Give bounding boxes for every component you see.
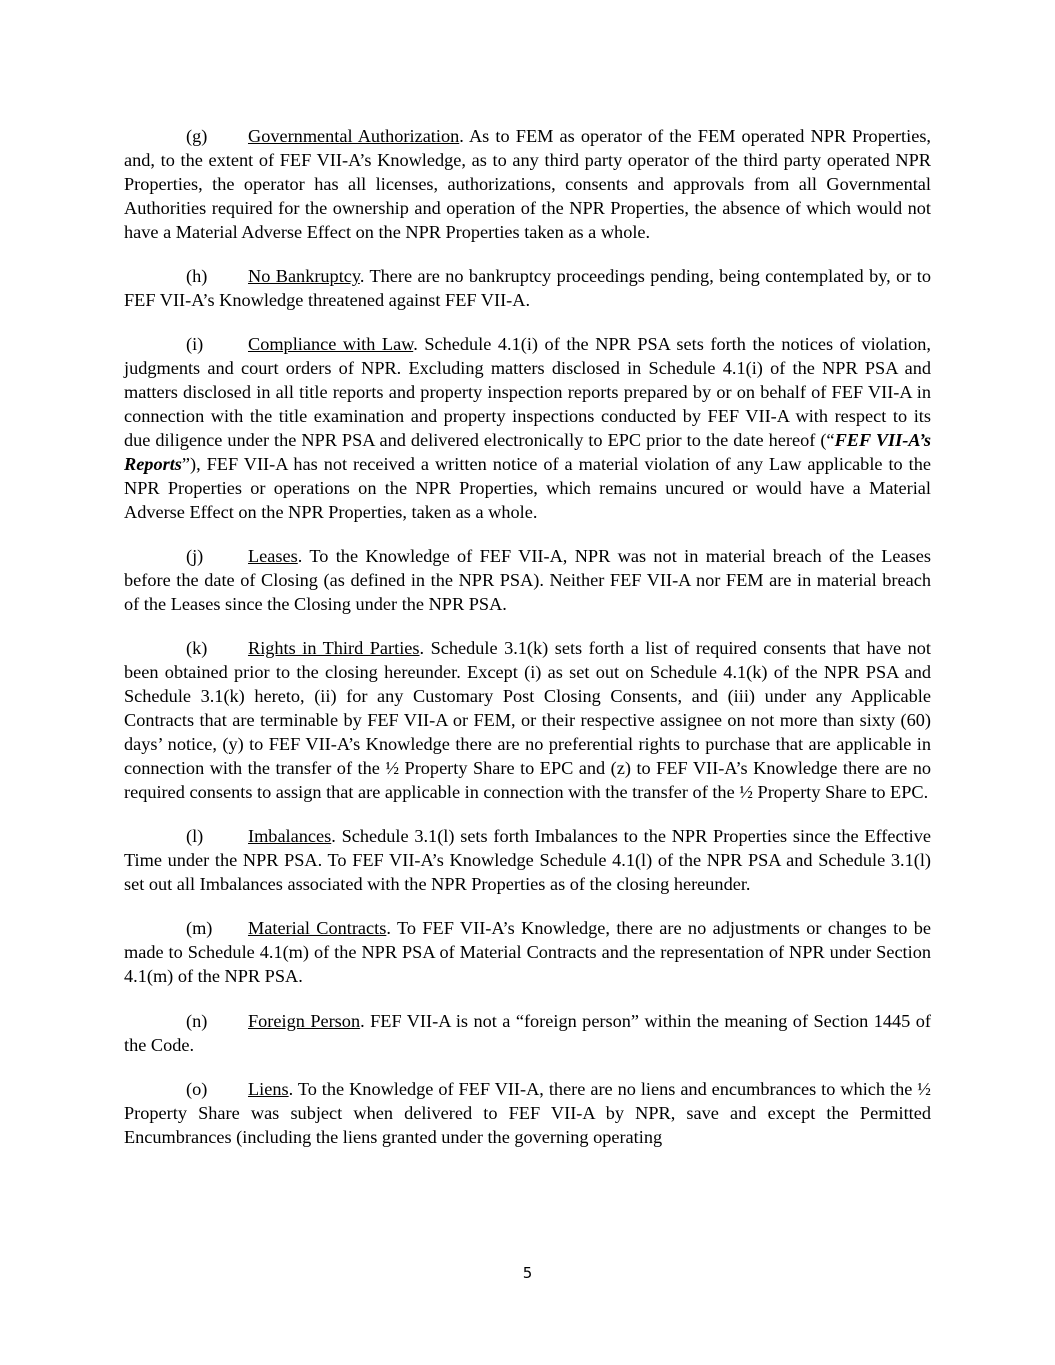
section-h xyxy=(124,265,931,313)
section-heading: Rights in Third Parties xyxy=(248,638,420,659)
section-label: (l) xyxy=(186,826,204,847)
section-text: . FEF VII-A is not a “foreign person” within the meaning of Section 1445 of the Code. xyxy=(124,1010,931,1055)
section-label: (n) xyxy=(186,1010,208,1031)
section-label: (i) xyxy=(186,334,204,355)
document-body xyxy=(124,125,931,1170)
section-label: (o) xyxy=(186,1078,208,1099)
section-g xyxy=(124,125,931,245)
section-text: . To FEF VII-A’s Knowledge, there are no adjustments or changes to be made to Schedule 4.1(m) of the NPR PSA of Material Contracts and the representation of NPR under Section 4.1(m) of the NPR PSA. xyxy=(124,918,931,987)
section-o xyxy=(124,1078,931,1150)
section-heading: Compliance with Law xyxy=(248,334,414,355)
section-heading: Foreign Person xyxy=(248,1010,361,1031)
section-text: . Schedule 3.1(k) sets forth a list of required consents that have not been obtained prior to the closing hereunder. Except (i) as set out on Schedule 4.1(k) of the NPR PSA and Schedule 3.1(k) hereto, (ii) for any Customary Post Closing Consents, and (iii) under any Applicable Contracts that are terminable by FEF VII-A or FEM, or their respective assignee on not more than sixty (60) days’ notice, (y) to FEF VII-A’s Knowledge there are no preferential rights to purchase that are applicable in connection with the transfer of the ½ Property Share to EPC and (z) to FEF VII-A’s Knowledge there are no required consents to assign that are applicable in connection with the transfer of the ½ Property Share to EPC. xyxy=(124,638,932,802)
section-label: (g) xyxy=(186,126,208,146)
section-heading: Material Contracts xyxy=(248,918,387,939)
section-text: . Schedule 3.1(l) sets forth Imbalances to the NPR Properties since the Effective Time under the NPR PSA. To FEF VII-A’s Knowledge Schedule 4.1(l) of the NPR PSA and Schedule 3.1(l) set out all Imbalances associated with the NPR Properties as of the closing hereunder. xyxy=(124,826,931,894)
section-label: (k) xyxy=(186,638,208,659)
section-heading: Imbalances xyxy=(248,826,332,847)
section-text-continued: ”), FEF VII-A has not received a written notice of a material violation of any Law applicable to the NPR Properties or operations on the NPR Properties, which remains uncured or would have a Material Adverse Effect on the NPR Properties, taken as a whole. xyxy=(124,453,931,522)
section-label: (j) xyxy=(186,546,204,567)
section-text: . Schedule 4.1(i) of the NPR PSA sets forth the notices of violation, judgments and court orders of NPR. Excluding matters disclosed in Schedule 4.1(i) of the NPR PSA and matters disclosed in all title reports and property inspection reports prepared by or on behalf of FEF VII-A in connection with the title examination and property inspections conducted by FEF VII-A with respect to its due diligence under the NPR PSA and delivered electronically to EPC prior to the date hereof (“ xyxy=(124,334,931,450)
section-l xyxy=(124,825,931,897)
section-heading: Governmental Authorization xyxy=(248,126,460,146)
section-j xyxy=(124,545,931,617)
section-text: . As to FEM as operator of the FEM operated NPR Properties, and, to the extent of FEF VII-A’s Knowledge, as to any third party operator of the third party operated NPR Properties, the operator has all licenses, authorizations, consents and approvals from all Governmental Authorities required for the ownership and operation of the NPR Properties, the absence of which would not have a Material Adverse Effect on the NPR Properties taken as a whole. xyxy=(124,126,931,242)
section-m xyxy=(124,917,931,989)
section-k xyxy=(124,637,931,804)
section-text: . To the Knowledge of FEF VII-A, NPR was not in material breach of the Leases before the date of Closing (as defined in the NPR PSA). Neither FEF VII-A nor FEM are in material breach of the Leases since the Closing under the NPR PSA. xyxy=(124,546,931,614)
section-label: (m) xyxy=(186,918,213,939)
page-number: 5 xyxy=(522,1264,533,1282)
section-heading: Liens xyxy=(248,1078,289,1099)
section-heading: Leases xyxy=(248,546,298,567)
section-text: . There are no bankruptcy proceedings pending, being contemplated by, or to FEF VII-A’s Knowledge threatened against FEF VII-A. xyxy=(124,266,931,310)
section-n xyxy=(124,1010,931,1058)
section-label: (h) xyxy=(186,266,208,287)
defined-term: FEF VII-A’s Reports xyxy=(124,429,932,474)
section-text: . To the Knowledge of FEF VII-A, there are no liens and encumbrances to which the ½ Property Share was subject when delivered to FEF VII-A by NPR, save and except the Permitted Encumbrances (including the liens granted under the governing operating xyxy=(124,1078,931,1147)
section-i xyxy=(124,333,931,524)
section-heading: No Bankruptcy xyxy=(248,266,360,287)
